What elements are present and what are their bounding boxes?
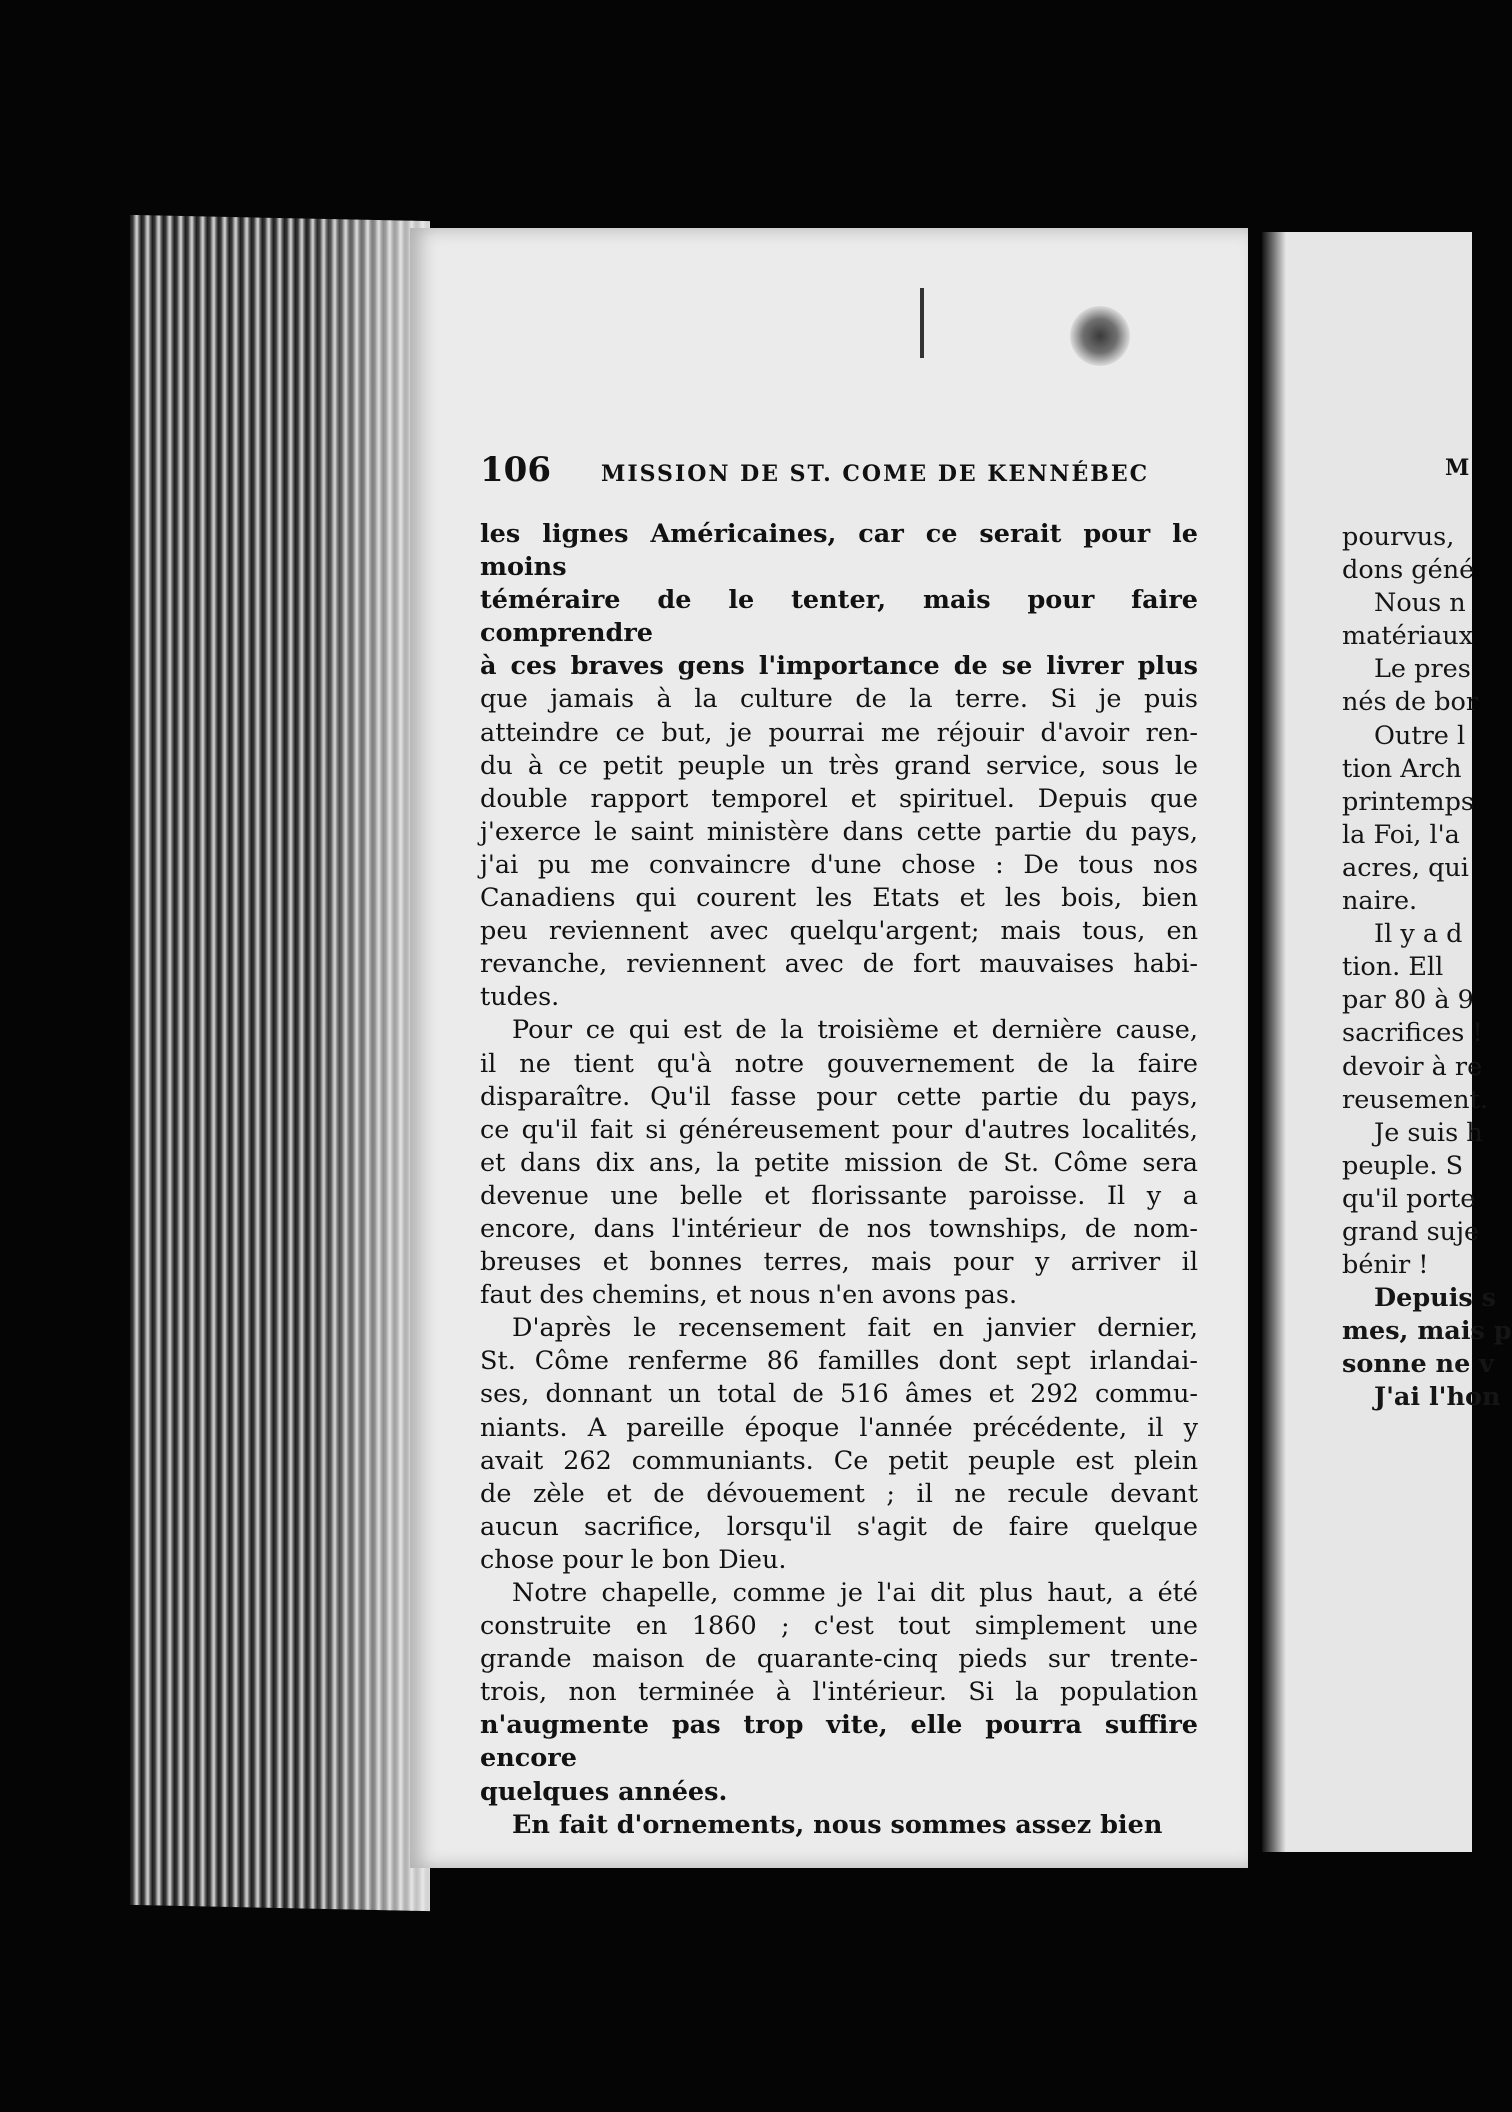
- text-line: du à ce petit peuple un très grand service, sous le: [480, 750, 1198, 781]
- text-line: Notre chapelle, comme je l'ai dit plus haut, a été: [512, 1578, 1198, 1608]
- text-line: ses, donnant un total de 516 âmes et 292 commu-: [480, 1379, 1198, 1410]
- right-text-line: Depuis s: [1374, 1283, 1496, 1314]
- text-line: les lignes Américaines, car ce serait pour le moins: [480, 519, 1198, 583]
- right-text-line: sacrifices !: [1342, 1018, 1483, 1049]
- ink-smudge: [1070, 306, 1130, 366]
- right-text-line: printemps: [1342, 786, 1475, 817]
- right-text-line: par 80 à 9: [1342, 985, 1474, 1016]
- right-text-line: bénir !: [1342, 1250, 1429, 1281]
- right-text-line: qu'il porte: [1342, 1183, 1476, 1214]
- text-line: construite en 1860 ; c'est tout simplement une: [480, 1611, 1198, 1642]
- text-line: tudes.: [480, 982, 560, 1013]
- text-line: avait 262 communiants. Ce petit peuple est plein: [480, 1445, 1198, 1476]
- text-line: atteindre ce but, je pourrai me réjouir d'avoir ren-: [480, 717, 1198, 748]
- right-text-line: naire.: [1342, 886, 1418, 917]
- text-line: chose pour le bon Dieu.: [480, 1544, 787, 1575]
- text-line: et dans dix ans, la petite mission de St. Côme sera: [480, 1147, 1198, 1178]
- text-line: niants. A pareille époque l'année précédente, il y: [480, 1412, 1198, 1443]
- text-line: de zèle et de dévouement ; il ne recule devant: [480, 1478, 1198, 1509]
- right-text-line: Outre l: [1374, 720, 1466, 751]
- right-text-line: devoir à re: [1342, 1051, 1483, 1082]
- right-text-line: peuple. S: [1342, 1150, 1464, 1181]
- right-text-column: [1342, 521, 1512, 1471]
- right-text-line: Le pres: [1374, 654, 1471, 685]
- page-number: 106: [480, 450, 551, 490]
- text-line: téméraire de le tenter, mais pour faire comprendre: [480, 585, 1198, 649]
- text-line: En fait d'ornements, nous sommes assez bien: [512, 1809, 1163, 1840]
- right-text-line: reusement.: [1342, 1084, 1488, 1115]
- text-line: à ces braves gens l'importance de se livrer plus: [480, 651, 1198, 682]
- text-line: que jamais à la culture de la terre. Si je puis: [480, 684, 1198, 715]
- right-text-line: Il y a d: [1374, 919, 1463, 950]
- text-line: revanche, reviennent avec de fort mauvaises habi-: [480, 949, 1198, 980]
- left-page: [410, 228, 1248, 1868]
- right-text-line: matériaux: [1342, 621, 1474, 652]
- text-column: [480, 518, 1198, 1842]
- right-text-line: tion Arch: [1342, 753, 1462, 784]
- text-line: trois, non terminée à l'intérieur. Si la population: [480, 1677, 1198, 1708]
- text-line: peu reviennent avec quelqu'argent; mais tous, en: [480, 916, 1198, 947]
- right-text-line: tion. Ell: [1342, 952, 1444, 983]
- text-line: St. Côme renferme 86 familles dont sept irlandai-: [480, 1346, 1198, 1377]
- text-line: grande maison de quarante-cinq pieds sur trente-: [480, 1644, 1198, 1675]
- text-line: j'exerce le saint ministère dans cette partie du pays,: [480, 816, 1198, 847]
- ink-mark: [920, 288, 924, 358]
- text-line: quelques années.: [480, 1776, 728, 1807]
- right-text-line: J'ai l'hon: [1374, 1382, 1501, 1413]
- right-text-line: Je suis h: [1374, 1117, 1483, 1148]
- text-line: encore, dans l'intérieur de nos townships, de nom-: [480, 1213, 1198, 1244]
- right-text-line: acres, qui: [1342, 852, 1469, 883]
- page-gutter: [1262, 232, 1286, 1852]
- running-head-title: MISSION DE ST. COME DE KENNÉBEC: [600, 461, 1150, 487]
- text-line: D'après le recensement fait en janvier dernier,: [512, 1313, 1198, 1344]
- right-text-line: nés de bor: [1342, 687, 1479, 718]
- right-text-line: la Foi, l'a: [1342, 819, 1460, 850]
- text-line: disparaître. Qu'il fasse pour cette partie du pays,: [480, 1081, 1198, 1112]
- text-line: faut des chemins, et nous n'en avons pas.: [480, 1280, 1018, 1311]
- text-line: ce qu'il fait si généreusement pour d'autres localités,: [480, 1114, 1198, 1145]
- text-line: breuses et bonnes terres, mais pour y arriver il: [480, 1247, 1198, 1278]
- text-line: devenue une belle et florissante paroisse. Il y a: [480, 1180, 1198, 1211]
- right-text-line: grand suje: [1342, 1216, 1480, 1247]
- right-running-head: M: [1445, 455, 1470, 481]
- text-line: Pour ce qui est de la troisième et dernière cause,: [512, 1015, 1198, 1046]
- text-line: n'augmente pas trop vite, elle pourra suffire encore: [480, 1710, 1198, 1774]
- book-fore-edge: [130, 215, 430, 1911]
- running-head: [480, 450, 1200, 490]
- text-line: aucun sacrifice, lorsqu'il s'agit de faire quelque: [480, 1511, 1198, 1542]
- text-line: j'ai pu me convaincre d'une chose : De tous nos: [480, 849, 1198, 880]
- text-line: double rapport temporel et spirituel. Depuis que: [480, 783, 1198, 814]
- right-text-line: dons géné: [1342, 555, 1475, 586]
- right-text-line: mes, mais p: [1342, 1316, 1512, 1347]
- right-text-line: pourvus,: [1342, 522, 1455, 552]
- right-text-line: Nous n: [1374, 588, 1466, 619]
- text-line: Canadiens qui courent les Etats et les bois, bien: [480, 883, 1198, 914]
- right-text-line: sonne ne v: [1342, 1349, 1495, 1380]
- text-line: il ne tient qu'à notre gouvernement de la faire: [480, 1048, 1198, 1079]
